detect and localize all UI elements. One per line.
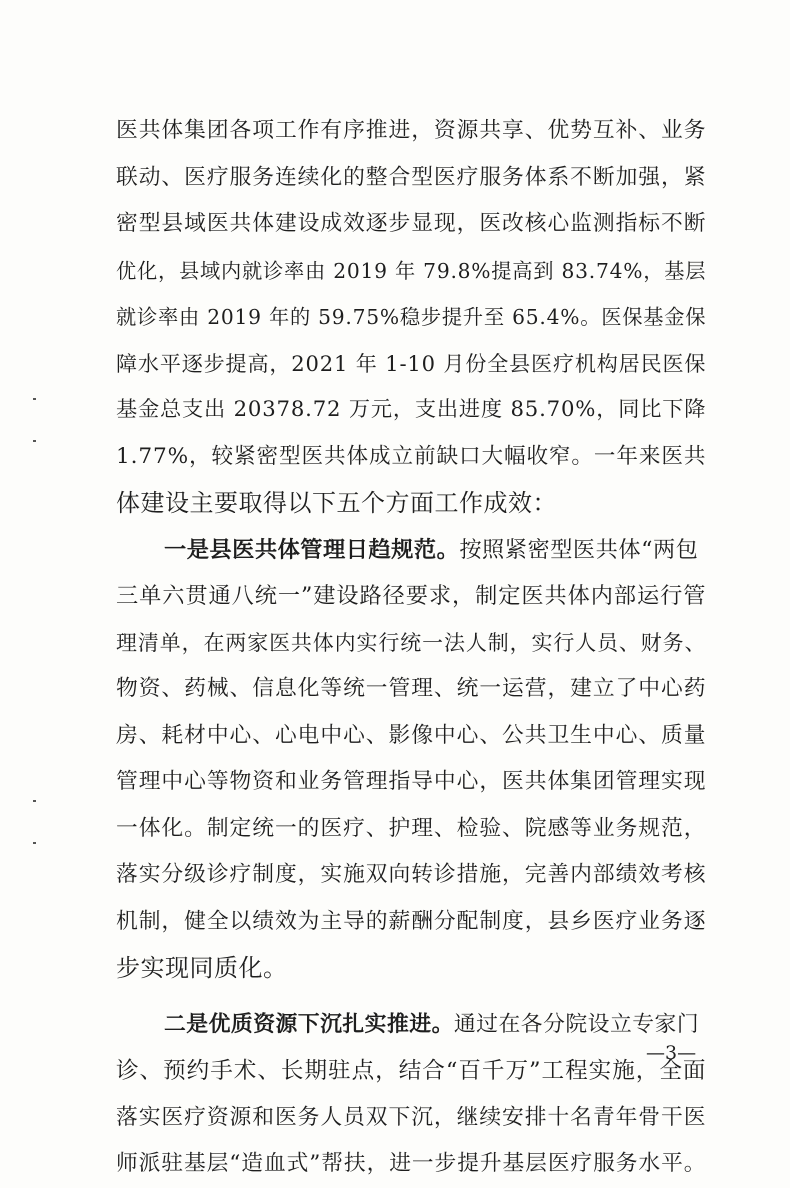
page-number: —3— <box>646 1042 697 1064</box>
text-line: 障水平逐步提高，2021 年 1-10 月份全县医疗机构居民医保 <box>116 350 707 376</box>
text-line: 机制，健全以绩效为主导的薪酬分配制度，县乡医疗业务逐 <box>116 908 707 934</box>
text-span: 通过在各分院设立专家门 <box>453 1011 700 1037</box>
text-line: 一体化。制定统一的医疗、护理、检验、院感等业务规范， <box>116 815 707 841</box>
margin-mark <box>33 398 36 400</box>
document-body <box>116 108 706 1188</box>
text-line: 体建设主要取得以下五个方面工作成效： <box>116 489 557 517</box>
section-heading: 二是优质资源下沉扎实推进。 <box>164 1011 454 1037</box>
text-line <box>116 527 706 574</box>
text-line: 基金总支出 20378.72 万元，支出进度 85.70%，同比下降 <box>116 397 707 422</box>
text-line: 医共体集团各项工作有序推进，资源共享、优势互补、业务 <box>116 118 707 143</box>
text-line: 密型县域医共体建设成效逐步显现，医改核心监测指标不断 <box>116 211 707 236</box>
text-line: 落实分级诊疗制度，实施双向转诊措施，完善内部绩效考核 <box>116 862 707 887</box>
text-line: 1.77%，较紧密型医共体成立前缺口大幅收窄。一年来医共 <box>116 443 707 469</box>
margin-mark <box>33 800 36 802</box>
text-line: 房、耗材中心、心电中心、影像中心、公共卫生中心、质量 <box>116 722 707 748</box>
text-line <box>116 1002 706 1049</box>
text-line: 诊、预约手术、长期驻点，结合“百千万”工程实施，全面 <box>116 1058 707 1084</box>
text-line: 联动、医疗服务连续化的整合型医疗服务体系不断加强，紧 <box>116 164 707 190</box>
paragraph-management <box>116 527 706 992</box>
paragraph-resources <box>116 1002 706 1188</box>
text-line: 三单六贯通八统一”建设路径要求，制定医共体内部运行管 <box>116 583 707 609</box>
text-line: 步实现同质化。 <box>116 954 288 982</box>
text-line: 物资、药械、信息化等统一管理、统一运营，建立了中心药 <box>116 676 707 701</box>
paragraph-overview <box>116 108 706 527</box>
margin-mark <box>33 440 36 442</box>
text-line: 就诊率由 2019 年的 59.75%稳步提升至 65.4%。医保基金保 <box>116 305 707 329</box>
text-line: 优化，县域内就诊率由 2019 年 79.8%提高到 83.74%，基层 <box>116 258 707 283</box>
text-line: 管理中心等物资和业务管理指导中心，医共体集团管理实现 <box>116 769 707 794</box>
text-line: 师派驻基层“造血式”帮扶，进一步提升基层医疗服务水平。 <box>116 1151 707 1176</box>
text-line: 落实医疗资源和医务人员双下沉，继续安排十名青年骨干医 <box>116 1104 707 1130</box>
margin-mark <box>33 842 36 844</box>
section-heading: 一是县医共体管理日趋规范。 <box>164 536 460 563</box>
text-span: 按照紧密型医共体“两包 <box>459 536 699 563</box>
text-line: 理清单，在两家医共体内实行统一法人制，实行人员、财务、 <box>116 630 707 655</box>
